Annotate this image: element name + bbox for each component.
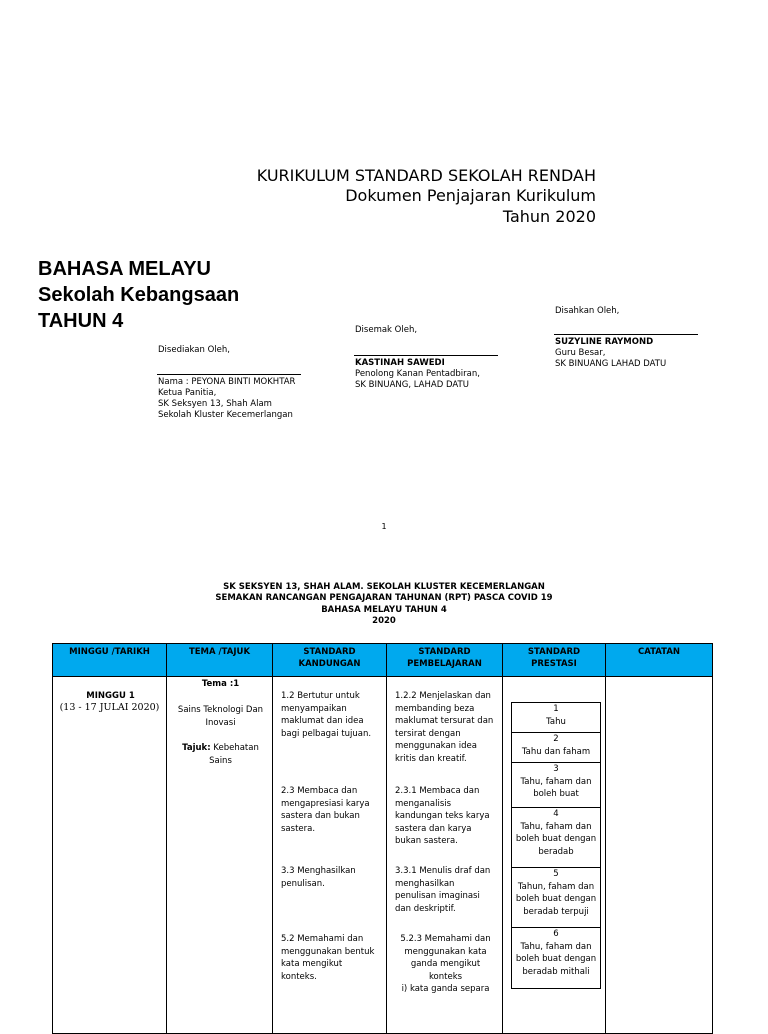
prestasi-level-number: 5 <box>553 869 559 879</box>
checked-name: KASTINAH SAWEDI <box>355 358 445 368</box>
pembelajaran-item: 2.3.1 Membaca dan menganalisis kandungan teks karya sastera dan karya bukan sastera. <box>395 786 490 846</box>
week-label: MINGGU 1 <box>86 691 135 701</box>
approved-signature-line <box>554 334 698 335</box>
cell-catatan <box>606 677 713 1034</box>
table-row <box>53 677 713 1034</box>
week-date: (13 - 17 JULAI 2020) <box>59 702 160 713</box>
prepared-signature-line <box>157 374 301 375</box>
subject-heading: BAHASA MELAYU TAHUN 4 <box>321 605 447 615</box>
prestasi-level-box <box>511 927 601 989</box>
prestasi-level-box <box>511 762 601 808</box>
pembelajaran-item: 1.2.2 Menjelaskan dan membanding beza maklumat tersurat dan tersirat dengan menggunakan idea kritis dan kreatif. <box>395 691 494 764</box>
prestasi-level-desc: Tahu, faham dan boleh buat dengan beradab mithali <box>515 941 597 977</box>
pembelajaran-item: 3.3.1 Menulis draf dan menghasilkan penulisan imaginasi dan deskriptif. <box>395 866 491 914</box>
kandungan-item: 1.2 Bertutur untuk menyampaikan maklumat dan idea bagi pelbagai tujuan. <box>281 691 372 739</box>
approved-by-block <box>555 337 666 370</box>
tajuk-value: Kebehatan Sains <box>209 743 259 766</box>
table-header-row <box>53 644 713 677</box>
prepared-address-2: Sekolah Kluster Kecemerlangan <box>158 410 293 420</box>
school-type: Sekolah Kebangsaan <box>38 284 240 306</box>
prestasi-level-desc: Tahu dan faham <box>521 746 591 757</box>
pembelajaran-subitem: i) kata ganda separa <box>401 984 490 994</box>
page-number: 1 <box>381 522 387 531</box>
header-pembelajaran: STANDARD PEMBELAJARAN <box>387 644 503 677</box>
approved-role: Guru Besar, <box>555 348 606 358</box>
kandungan-item: 3.3 Menghasilkan penulisan. <box>281 866 356 889</box>
header-prestasi: STANDARD PRESTASI <box>503 644 606 677</box>
subject-title: BAHASA MELAYU <box>38 258 211 280</box>
cell-tema <box>167 677 273 1034</box>
approved-name: SUZYLINE RAYMOND <box>555 337 654 347</box>
header-catatan: CATATAN <box>606 644 713 677</box>
checked-address: SK BINUANG, LAHAD DATU <box>355 380 469 390</box>
pembelajaran-item: 5.2.3 Memahami dan menggunakan kata ganda mengikut konteks <box>400 934 491 982</box>
header-tema: TEMA /TAJUK <box>167 644 273 677</box>
prestasi-level-number: 3 <box>553 764 559 774</box>
document-year: Tahun 2020 <box>502 207 596 226</box>
prestasi-level-number: 1 <box>553 704 559 714</box>
prestasi-level-box <box>511 702 601 733</box>
checked-by-label: Disemak Oleh, <box>355 325 418 335</box>
checked-role: Penolong Kanan Pentadbiran, <box>355 369 480 379</box>
prestasi-level-desc: Tahu <box>546 716 566 727</box>
prestasi-level-box <box>511 867 601 928</box>
prepared-role: Ketua Panitia, <box>158 388 217 398</box>
cell-pembelajaran <box>387 677 503 1034</box>
tajuk-block <box>175 742 266 767</box>
prepared-by-label: Disediakan Oleh, <box>158 345 230 355</box>
school-heading: SK SEKSYEN 13, SHAH ALAM. SEKOLAH KLUSTER KECEMERLANGAN <box>223 582 545 592</box>
kandungan-item: 2.3 Membaca dan mengapresiasi karya sastera dan bukan sastera. <box>281 786 370 834</box>
prestasi-level-number: 2 <box>553 734 559 744</box>
prestasi-level-desc: Tahu, faham dan boleh buat <box>520 776 592 799</box>
prestasi-level-desc: Tahun, faham dan boleh buat dengan beradab terpuji <box>515 881 597 917</box>
prepared-by-block <box>158 377 295 421</box>
kandungan-item: 5.2 Memahami dan menggunakan bentuk kata mengikut konteks. <box>281 934 375 982</box>
approved-by-label: Disahkan Oleh, <box>555 306 620 316</box>
curriculum-title: KURIKULUM STANDARD SEKOLAH RENDAH <box>256 166 596 185</box>
header-minggu: MINGGU /TARIKH <box>53 644 167 677</box>
cell-prestasi <box>503 677 606 1034</box>
checked-signature-line <box>354 355 498 356</box>
prepared-address-1: SK Seksyen 13, Shah Alam <box>158 399 272 409</box>
year-level: TAHUN 4 <box>38 310 124 332</box>
cell-minggu <box>53 677 167 1034</box>
header-kandungan: STANDARD KANDUNGAN <box>273 644 387 677</box>
tajuk-label: Tajuk: <box>182 743 211 753</box>
tema-label: Tema :1 <box>201 679 240 689</box>
tema-value: Sains Teknologi Dan Inovasi <box>177 705 264 728</box>
prestasi-level-box <box>511 807 601 868</box>
prestasi-level-desc: Tahu, faham dan boleh buat dengan beradab <box>515 821 597 857</box>
prestasi-level-box <box>511 732 601 763</box>
cell-kandungan <box>273 677 387 1034</box>
rpt-table <box>52 643 713 1034</box>
document-subtitle: Dokumen Penjajaran Kurikulum <box>345 186 596 205</box>
prestasi-level-number: 4 <box>553 809 559 819</box>
prepared-name: Nama : PEYONA BINTI MOKHTAR <box>158 377 296 387</box>
prestasi-level-number: 6 <box>553 929 559 939</box>
rpt-heading: SEMAKAN RANCANGAN PENGAJARAN TAHUNAN (RPT) PASCA COVID 19 <box>215 593 553 603</box>
approved-address: SK BINUANG LAHAD DATU <box>555 359 667 369</box>
checked-by-block <box>355 358 480 391</box>
year-heading: 2020 <box>372 616 396 626</box>
